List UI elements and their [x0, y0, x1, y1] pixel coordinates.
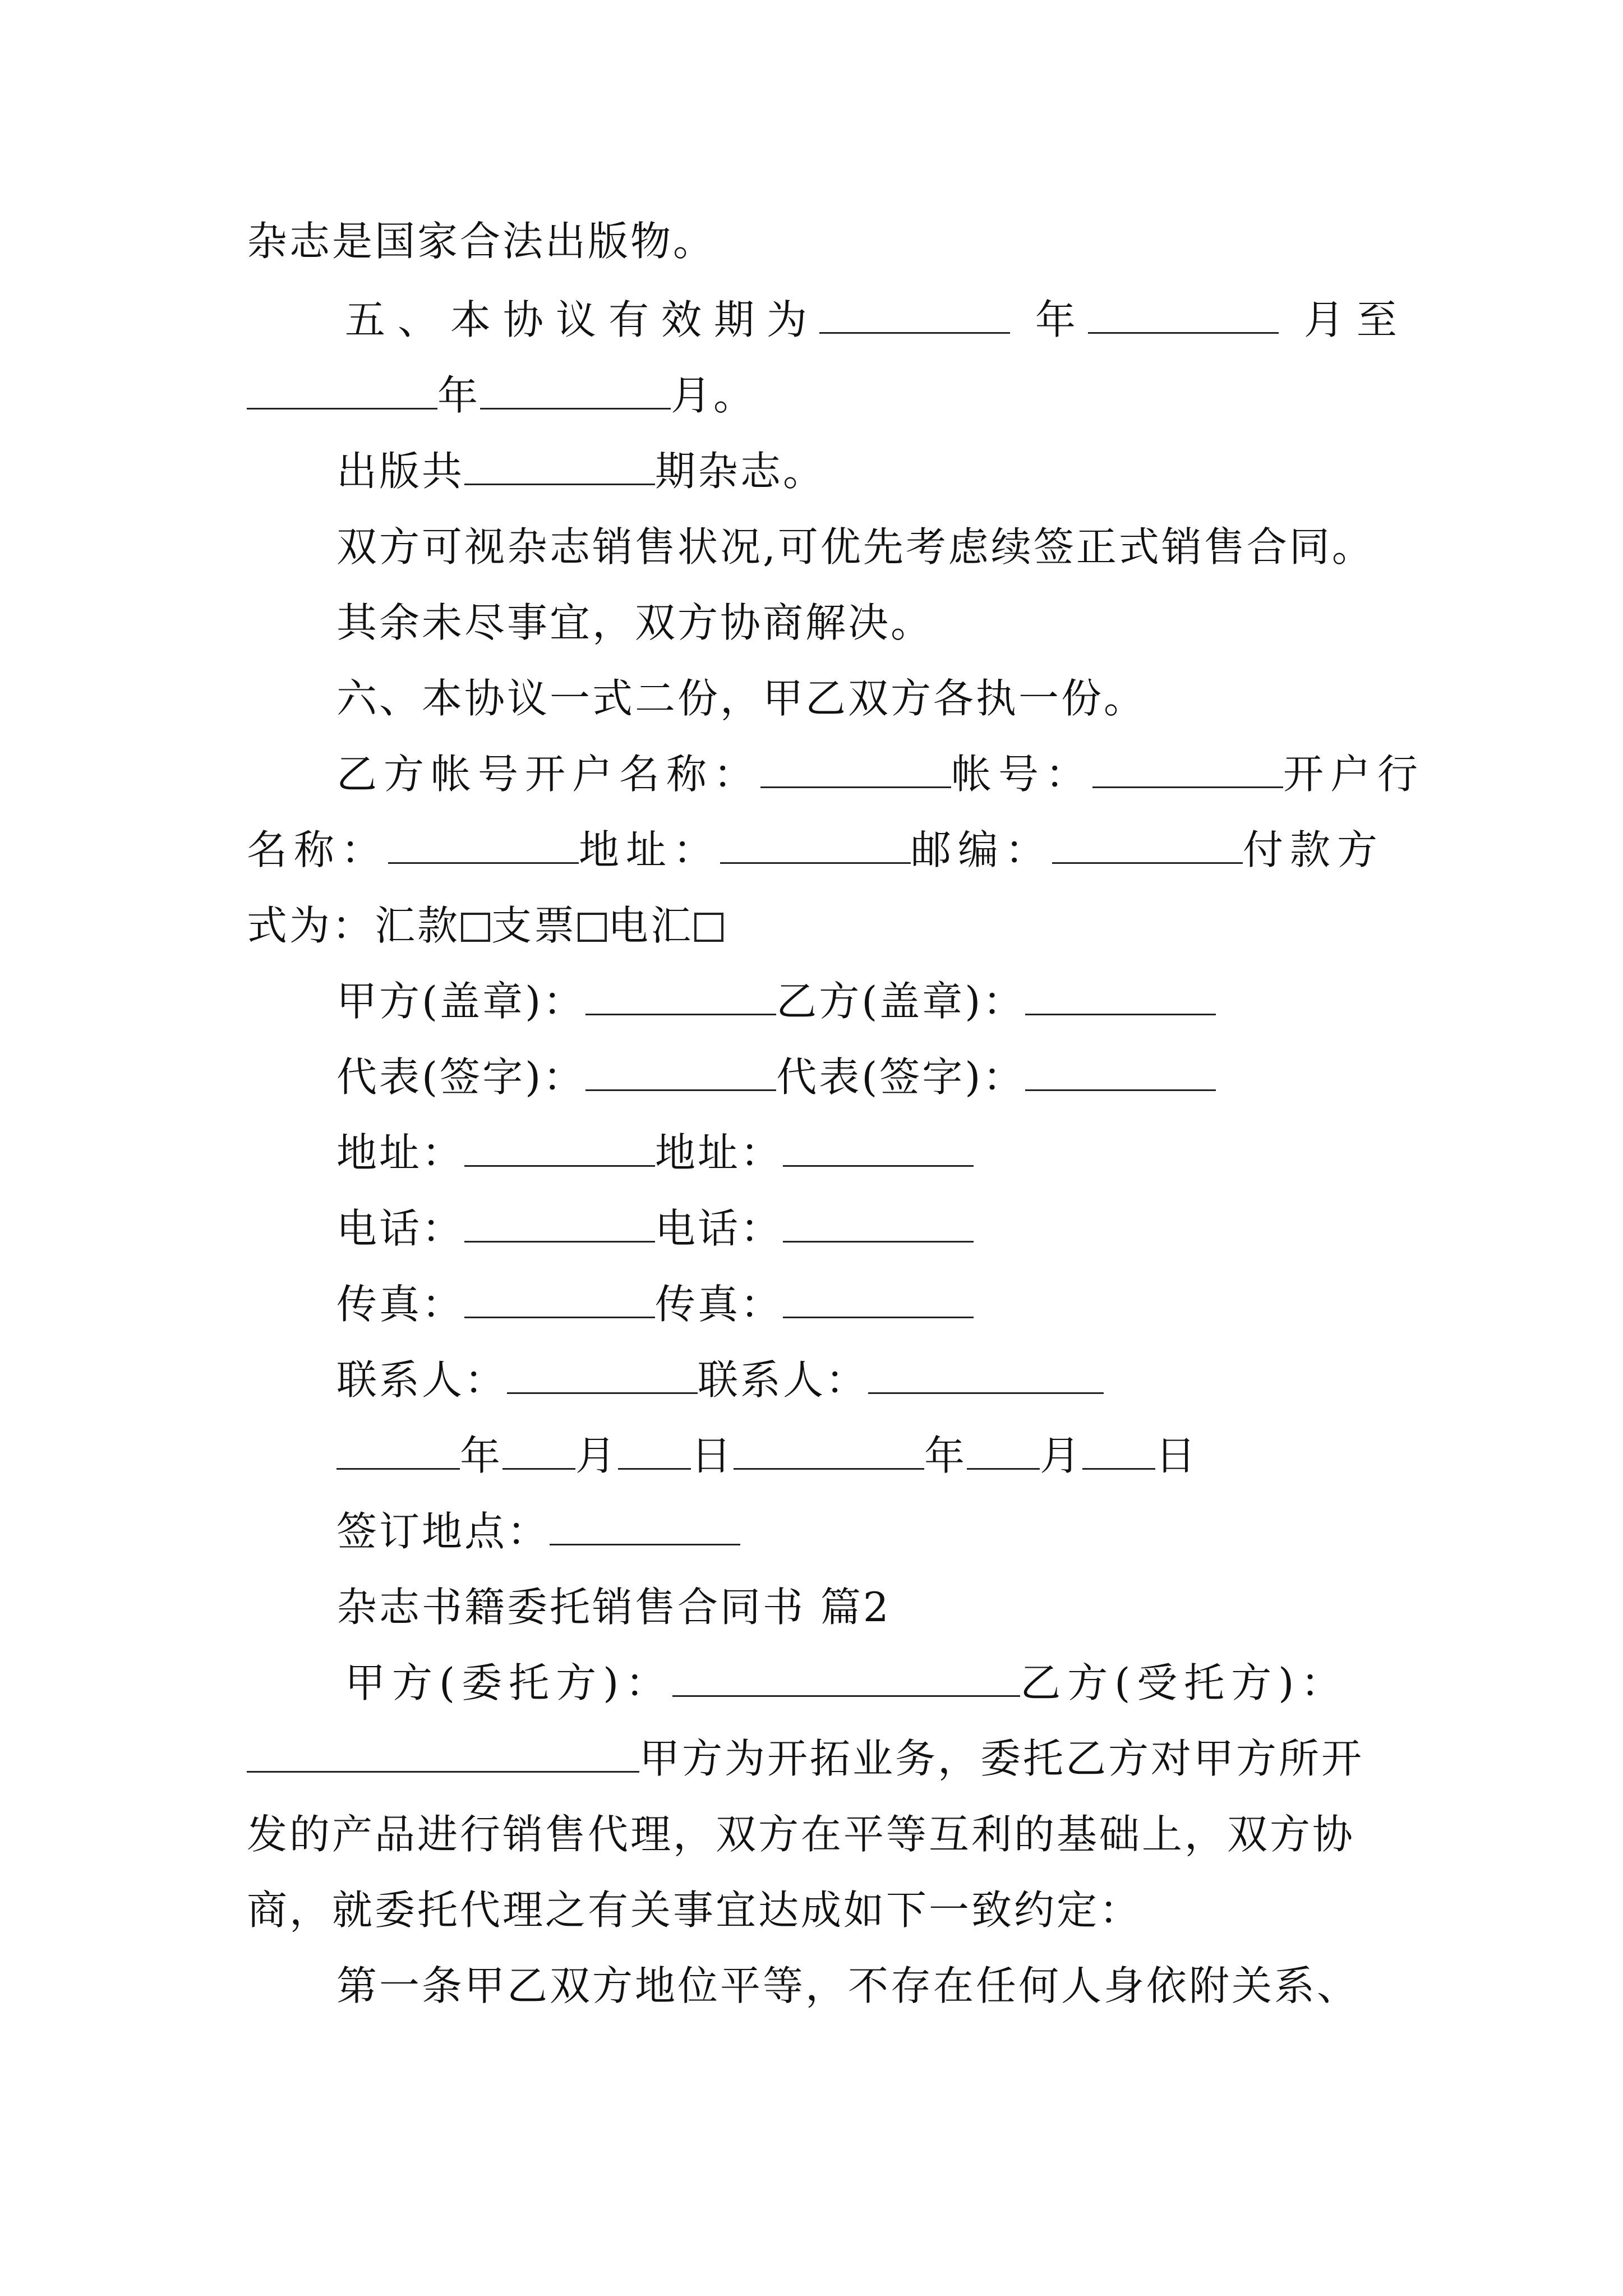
blank-field[interactable]: [783, 1281, 974, 1318]
text: 地址：: [579, 826, 721, 873]
account-line-2: [247, 822, 1384, 878]
paragraph-line: [336, 1958, 1359, 2014]
issue-count-line: [336, 443, 826, 499]
blank-field[interactable]: [1088, 296, 1279, 334]
text: 代表(签字)：: [336, 1053, 586, 1101]
blank-field[interactable]: [1025, 978, 1216, 1015]
text: 传真：: [655, 1281, 783, 1328]
text: 甲方(委托方)：: [345, 1659, 673, 1706]
text: 甲方(盖章)：: [336, 978, 586, 1025]
blank-field[interactable]: [336, 1432, 460, 1470]
blank-field[interactable]: [967, 1432, 1040, 1470]
blank-field[interactable]: [502, 1432, 575, 1470]
paragraph-line: [336, 595, 933, 651]
paragraph-line: [247, 1882, 1142, 1938]
text: 名称：: [247, 826, 389, 873]
text: 电汇: [608, 902, 694, 949]
text: 地址：: [336, 1129, 465, 1176]
text: 年: [460, 1432, 503, 1479]
blank-field[interactable]: [734, 1432, 924, 1470]
parties-line: [345, 1655, 1348, 1711]
text: 邮编：: [911, 826, 1053, 873]
text: 杂志是国家合法出版物。: [247, 218, 716, 265]
blank-field[interactable]: [868, 1356, 1104, 1394]
blank-field[interactable]: [550, 1508, 740, 1545]
text: 乙方(盖章)：: [776, 978, 1026, 1025]
text: 月: [575, 1432, 619, 1479]
seal-line: [336, 973, 1216, 1029]
text: 乙方帐号开户名称：: [336, 751, 761, 798]
blank-field[interactable]: [585, 978, 776, 1015]
text: 年: [437, 372, 481, 419]
text: 日: [1155, 1432, 1198, 1479]
validity-line-2: [247, 367, 756, 424]
text: 月至: [1303, 296, 1409, 343]
blank-field[interactable]: [760, 751, 951, 788]
paragraph-line: [247, 1806, 1355, 1862]
text: 期杂志。: [655, 448, 826, 495]
text: 联系人：: [698, 1356, 869, 1404]
text: 月: [1040, 1432, 1083, 1479]
blank-field[interactable]: [585, 1053, 776, 1091]
text: 帐号：: [951, 751, 1093, 798]
text: 出版共: [336, 448, 465, 495]
blank-field[interactable]: [1025, 1053, 1216, 1091]
text: 电话：: [336, 1205, 465, 1252]
paragraph-line: [336, 670, 1146, 726]
text: 支票: [491, 902, 577, 949]
blank-field[interactable]: [464, 1281, 655, 1318]
text: 五、本协议有效期为: [345, 296, 820, 343]
text: 杂志书籍委托销售合同书 篇2: [336, 1584, 891, 1631]
text: 其余未尽事宜，双方协商解决。: [336, 599, 934, 646]
checkbox-remittance[interactable]: [461, 913, 490, 942]
text: 传真：: [336, 1281, 465, 1328]
blank-field[interactable]: [507, 1356, 698, 1394]
paragraph-line: [247, 213, 716, 269]
paragraph-line: [247, 1731, 1364, 1787]
blank-field[interactable]: [480, 372, 671, 409]
blank-field[interactable]: [783, 1205, 974, 1243]
section-heading: [336, 1579, 891, 1635]
text: 商，就委托代理之有关事宜达成如下一致约定：: [247, 1887, 1142, 1934]
signing-place-line: [336, 1503, 740, 1559]
text: 付款方: [1243, 826, 1385, 873]
text: 签订地点：: [336, 1508, 550, 1555]
blank-field[interactable]: [720, 826, 911, 864]
blank-field[interactable]: [464, 1129, 655, 1167]
paragraph-line: [336, 519, 1375, 575]
blank-field[interactable]: [618, 1432, 691, 1470]
text: 日: [691, 1432, 734, 1479]
text: 代表(签字)：: [776, 1053, 1026, 1101]
text: 发的产品进行销售代理，双方在平等互利的基础上，双方协: [247, 1811, 1355, 1858]
text: 月。: [671, 372, 757, 419]
date-line: [336, 1428, 1198, 1484]
text: 年: [924, 1432, 967, 1479]
fax-line: [336, 1276, 974, 1332]
text: 第一条甲乙双方地位平等，不存在任何人身依附关系、: [336, 1962, 1360, 2009]
blank-field[interactable]: [247, 372, 437, 409]
text: 六、本协议一式二份，甲乙双方各执一份。: [336, 675, 1147, 722]
blank-field[interactable]: [388, 826, 579, 864]
blank-field[interactable]: [1082, 1432, 1155, 1470]
signature-line: [336, 1049, 1216, 1105]
blank-field[interactable]: [1092, 751, 1283, 788]
contact-line: [336, 1352, 1104, 1408]
text: 开户行: [1283, 751, 1425, 798]
text: 式为：汇款: [247, 902, 460, 949]
text: 甲方为开拓业务，委托乙方对甲方所开: [639, 1735, 1364, 1782]
text: 双方可视杂志销售状况,可优先考虑续签正式销售合同。: [336, 523, 1375, 570]
validity-line: [345, 292, 1409, 348]
blank-field[interactable]: [672, 1659, 1020, 1697]
phone-line: [336, 1200, 974, 1257]
checkbox-wire-transfer[interactable]: [694, 913, 723, 942]
address-line: [336, 1125, 974, 1181]
blank-field[interactable]: [464, 448, 655, 485]
blank-field[interactable]: [464, 1205, 655, 1243]
payment-method-line: [247, 898, 725, 954]
text: 电话：: [655, 1205, 783, 1252]
blank-field[interactable]: [819, 296, 1010, 334]
text: 乙方(受托方)：: [1020, 1659, 1348, 1706]
text: 地址：: [655, 1129, 783, 1176]
blank-field[interactable]: [783, 1129, 974, 1167]
text: 联系人：: [336, 1356, 508, 1404]
blank-field[interactable]: [247, 1735, 639, 1773]
blank-field[interactable]: [1052, 826, 1243, 864]
text: 年: [1035, 296, 1088, 343]
checkbox-cheque[interactable]: [578, 913, 607, 942]
account-line: [336, 746, 1424, 802]
